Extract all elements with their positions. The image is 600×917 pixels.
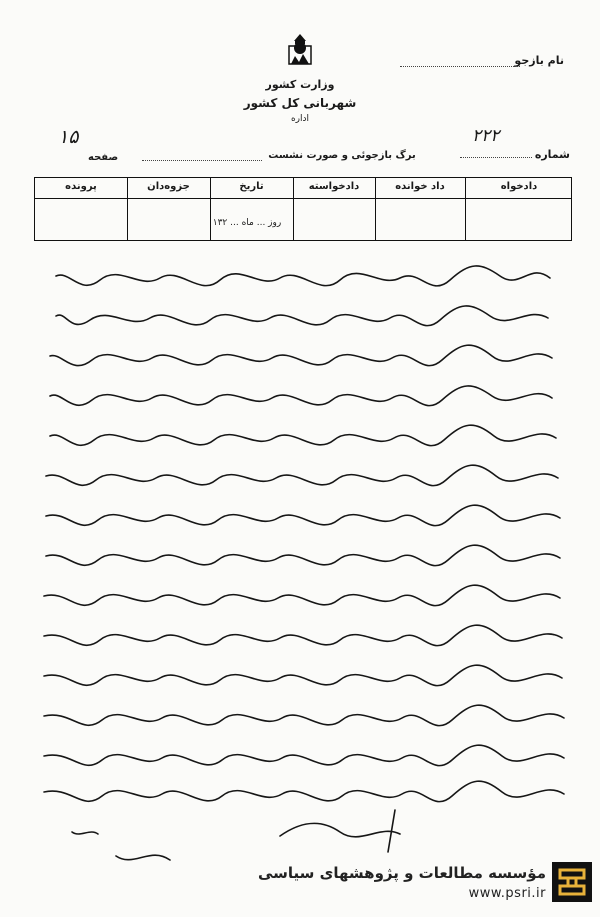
subdepartment-label: اداره — [290, 114, 310, 124]
sheet-title: برگ بازجوئی و صورت نشست — [268, 150, 416, 161]
col-file: پرونده — [65, 181, 97, 192]
col-claim: دادخواسته — [308, 181, 360, 192]
col-plaintiff: دادخواه — [500, 181, 538, 192]
ministry-title: وزارت کشور — [265, 78, 335, 91]
page-value: ۱۵ — [58, 126, 79, 148]
interrogator-name-label: نام بازجو — [514, 54, 564, 67]
page-label: صفحه — [88, 152, 119, 163]
number-value: ۲۲۲ — [472, 126, 500, 146]
date-cell-value: روز ... ماه ... ۱۳۲ — [212, 218, 282, 228]
psri-logo-icon — [552, 862, 592, 902]
number-label: شماره — [534, 148, 570, 161]
institute-url[interactable]: www.psri.ir — [468, 886, 546, 901]
department-title: شهربانی کل کشور — [243, 96, 357, 110]
col-defendant: داد خوانده — [395, 181, 445, 192]
institute-name: مؤسسه مطالعات و پژوهشهای سیاسی — [257, 864, 546, 882]
col-folder: جزوه‌دان — [147, 181, 190, 192]
col-date: تاریخ — [239, 181, 264, 192]
